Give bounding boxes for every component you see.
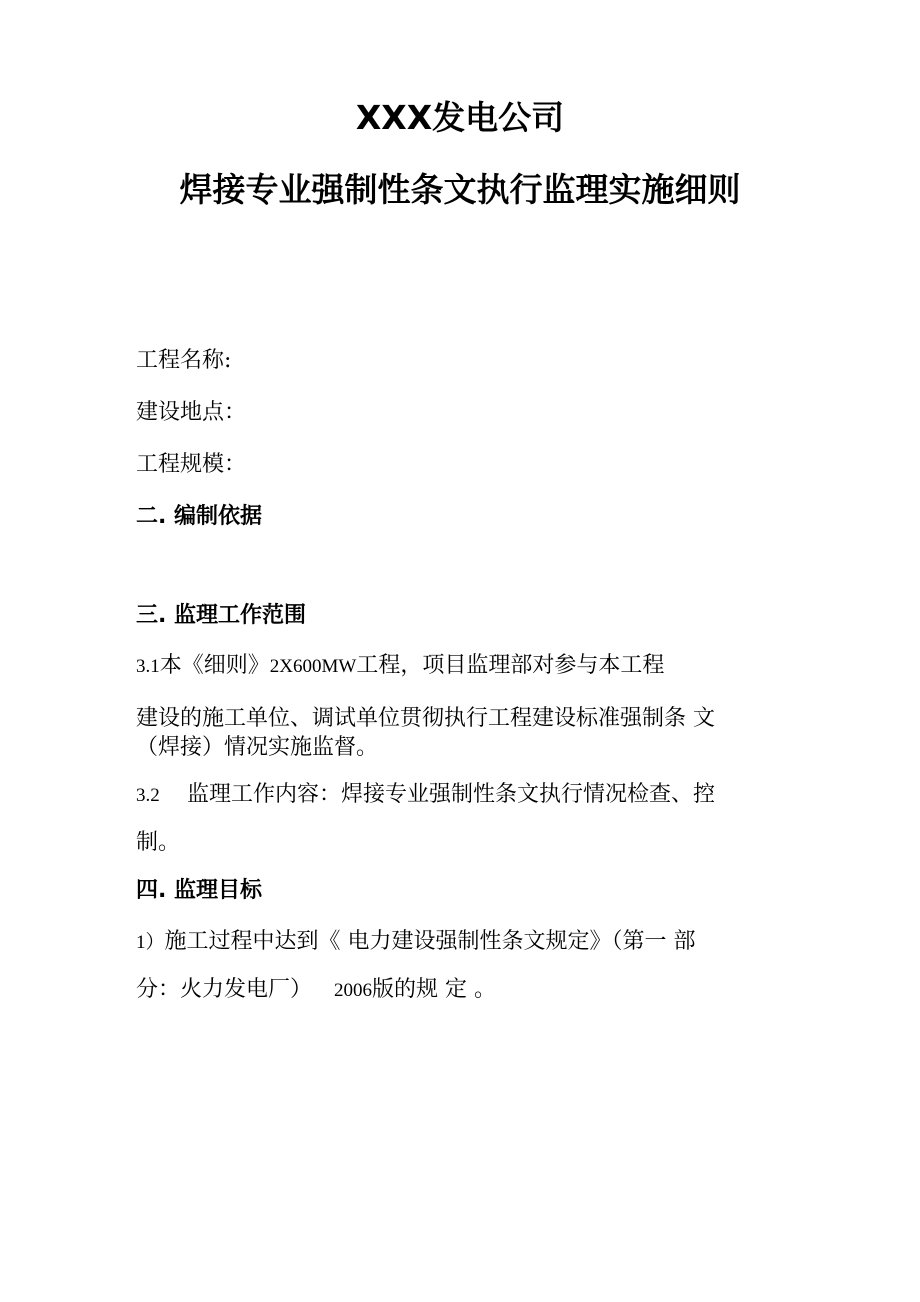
section-3-2-line-1 [136, 780, 715, 811]
clause-text-a: 分：火力发电厂） [136, 977, 313, 1002]
capacity-text: 2X600MW [269, 656, 357, 677]
section-4-1-line-2 [136, 975, 496, 1006]
clause-text: 施工过程中达到《 电力建设强制性条文规定》（第一 部 [164, 929, 696, 954]
section-4-1-line-1 [136, 927, 696, 958]
company-title: XXX发电公司 [355, 98, 565, 137]
section-4-heading: 四. 监理目标 [136, 878, 263, 903]
clause-number: 3.1 [136, 656, 160, 677]
clause-text-c: 工程，项目监理部对参与本工程 [356, 653, 665, 678]
clause-number: 1） [136, 932, 165, 953]
clause-text-a: 本《细则》 [159, 653, 270, 678]
year-text: 2006 [334, 980, 373, 1001]
clause-text: 监理工作内容：焊接专业强制性条文执行情况检查、控 [187, 782, 716, 807]
clause-text-c: 版的规 定 。 [372, 977, 497, 1002]
clause-number: 3.2 [136, 785, 160, 806]
section-3-1-line-2: 建设的施工单位、调试单位贯彻执行工程建设标准强制条 文 [136, 706, 715, 731]
document-title: 焊接专业强制性条文执行监理实施细则 [179, 170, 741, 209]
section-3-1-line-1 [136, 651, 664, 682]
section-3-heading: 三. 监理工作范围 [136, 603, 307, 628]
section-3-2-line-2: 制。 [136, 830, 181, 855]
project-location-label: 建设地点： [136, 400, 247, 425]
section-3-1-line-3: （焊接）情况实施监督。 [136, 735, 379, 760]
project-scale-label: 工程规模： [136, 452, 247, 477]
section-2-heading: 二. 编制依据 [136, 504, 263, 529]
project-name-label: 工程名称: [136, 348, 232, 373]
